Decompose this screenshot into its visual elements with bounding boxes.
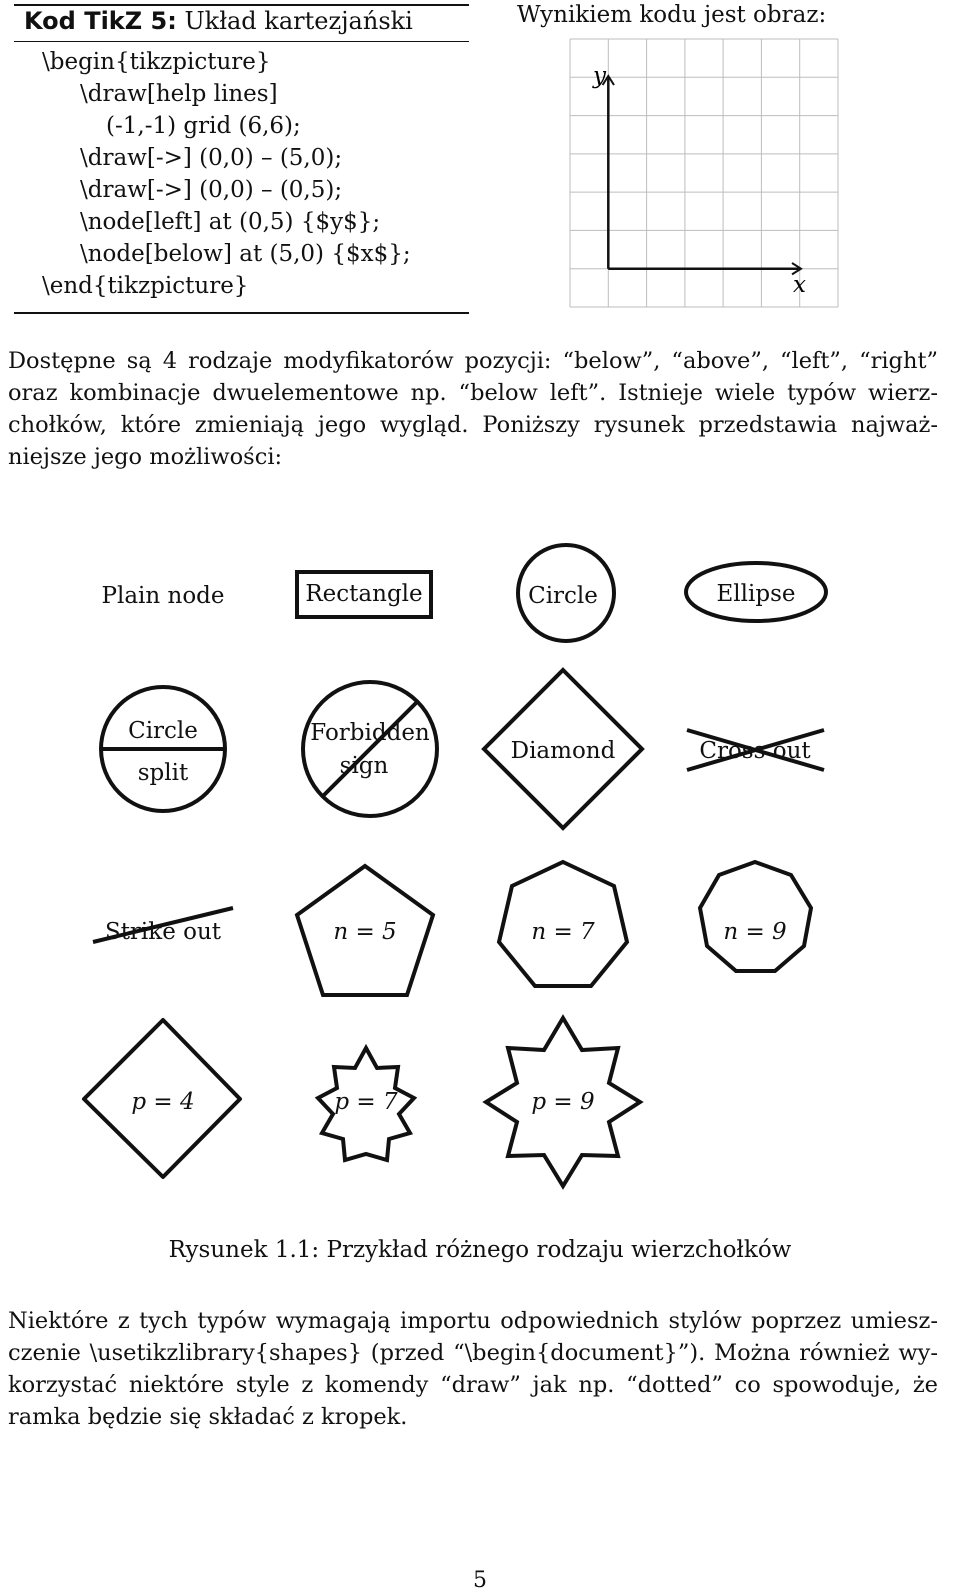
plain-node-label: Plain node — [101, 583, 225, 609]
star-p7-node-label: p = 7 — [334, 1089, 398, 1115]
paragraph-line: chołków, które zmieniają jego wygląd. Poniższy rysunek przedstawia najważ- — [8, 412, 938, 438]
code-line: (-1,-1) grid (6,6); — [106, 113, 301, 139]
code-box — [14, 4, 469, 299]
figure-caption: Rysunek 1.1: Przykład różnego rodzaju wierzchołków — [168, 1237, 792, 1263]
ellipse-node-label: Ellipse — [716, 581, 796, 607]
code-line: \draw[->] (0,0) – (0,5); — [80, 177, 343, 203]
nonagon-node-shape — [700, 862, 811, 971]
code-line: \node[left] at (0,5) {$y$}; — [80, 209, 381, 235]
forbidden-sign-top-label: Forbidden — [310, 720, 430, 746]
code-line: \draw[help lines] — [80, 81, 278, 107]
paragraph-line: Niektóre z tych typów wymagają importu odpowiednich stylów poprzez umiesz- — [8, 1308, 938, 1334]
star-p9-node-label: p = 9 — [531, 1089, 595, 1115]
code-line: \node[below] at (5,0) {$x$}; — [80, 241, 411, 267]
paragraph-positions — [8, 345, 938, 473]
forbidden-sign-slash — [323, 702, 417, 796]
rectangle-node-label: Rectangle — [305, 581, 423, 607]
node-shapes-figure — [0, 530, 960, 1220]
strike-out-node-label: Strike out — [104, 919, 222, 945]
pentagon-node-label: n = 5 — [333, 919, 397, 945]
paragraph-line: ramka będzie się składać z kropek. — [8, 1404, 408, 1430]
code-box-mid-rule — [14, 41, 469, 42]
code-box-title-rest: Układ kartezjański — [176, 7, 413, 35]
paragraph-line: korzystać niektóre style z komendy “draw” jak np. “dotted” co spowoduje, że — [8, 1372, 938, 1398]
y-axis-label: y — [593, 63, 606, 89]
paragraph-line: oraz kombinacje dwuelementowe np. “below left”. Istnieje wiele typów wierz- — [8, 380, 938, 406]
code-box-top-rule — [14, 4, 469, 6]
page-number: 5 — [473, 1568, 487, 1593]
nonagon-node-label: n = 9 — [723, 919, 787, 945]
code-line: \begin{tikzpicture} — [42, 49, 271, 75]
paragraph-line: niejsze jego możliwości: — [8, 444, 283, 470]
x-axis-label: x — [793, 272, 806, 298]
paragraph-libraries — [8, 1305, 938, 1433]
code-line: \draw[->] (0,0) – (5,0); — [80, 145, 343, 171]
cartesian-grid-figure — [560, 30, 850, 315]
heptagon-node-label: n = 7 — [531, 919, 595, 945]
code-line: \end{tikzpicture} — [42, 273, 249, 299]
forbidden-sign-bottom-label: sign — [339, 753, 389, 779]
circle-node-label: Circle — [528, 583, 598, 609]
star-p4-node-label: p = 4 — [131, 1089, 195, 1115]
result-label: Wynikiem kodu jest obraz: — [517, 2, 827, 28]
paragraph-line: czenie \usetikzlibrary{shapes} (przed “\begin{document}”). Można również wy- — [8, 1340, 938, 1366]
diamond-node-label: Diamond — [510, 738, 616, 764]
code-box-title-bold: Kod TikZ 5: — [24, 7, 177, 35]
code-box-title — [14, 4, 469, 38]
paragraph-line: Dostępne są 4 rodzaje modyfikatorów pozycji: “below”, “above”, “left”, “right” — [8, 348, 938, 374]
circle-split-bottom-label: split — [137, 760, 189, 786]
cross-out-node-label: Cross out — [699, 738, 811, 764]
circle-split-top-label: Circle — [128, 718, 198, 744]
code-box-bottom-rule — [14, 312, 469, 314]
